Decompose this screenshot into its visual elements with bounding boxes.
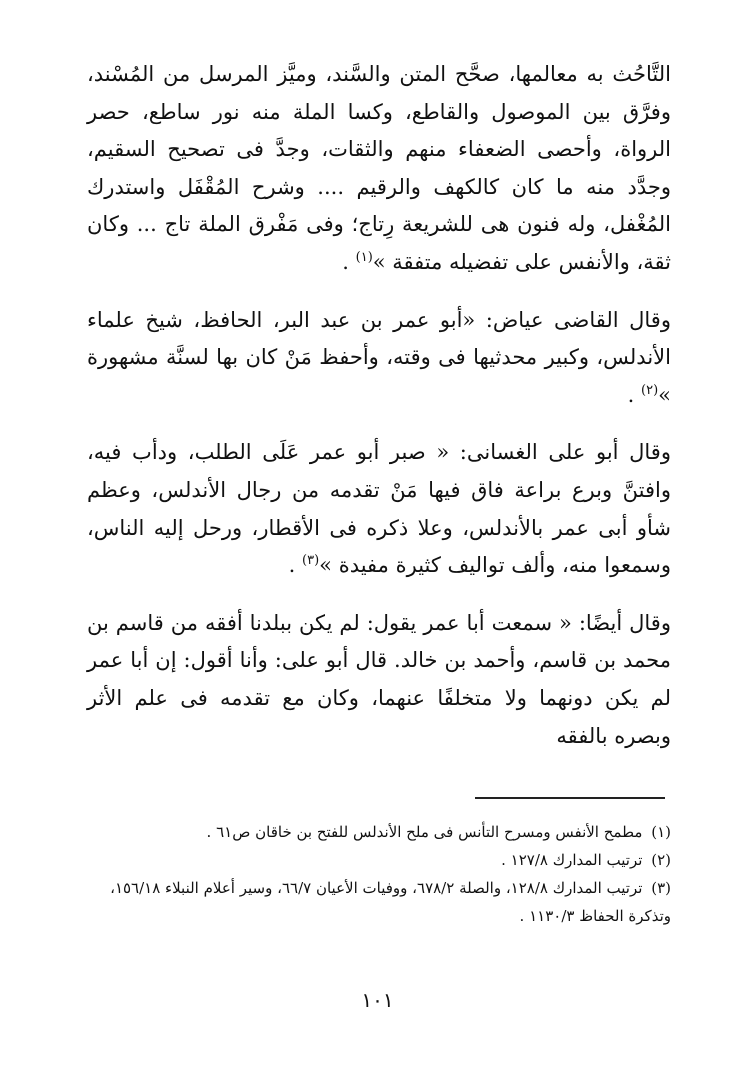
paragraph-3 [87, 434, 671, 584]
footnote-marker-2: (٢) [641, 382, 659, 398]
paragraph-1 [87, 56, 671, 282]
paragraph-text: وقال أيضًا: « سمعت أبا عمر يقول: لم يكن ببلدنا أفقه من قاسم بن محمد بن قاسم، وأحمد بن خالد. قال أبو على: وأنا أقول: إن أبا عمر لم يكن دونهما ولا متخلفًا عنهما، وكان مع تقدمه فى علم الأثر وبصره بالفقه [87, 610, 671, 748]
paragraph-text: التَّاحُث به معالمها، صحَّح المتن والسَّند، وميَّز المرسل من المُسْند، وفرَّق بين الموصول والقاطع، وكسا الملة منه نور ساطع، حصر الرواة، وأحصى الضعفاء منهم والثقات، وجدَّ فى تصحيح السقيم، وجدَّد منه ما كان كالكهف والرقيم .... وشرح المُقْفَل واستدرك المُغْفل، وله فنون هى للشريعة رِتاج؛ وفى مَفْرق الملة تاج ... وكان ثقة، والأنفس على تفضيله متفقة » [87, 62, 671, 274]
footnote-3 [87, 874, 671, 930]
paragraph-text: وقال أبو على الغسانى: « صبر أبو عمر عَلَى الطلب، ودأب فيه، وافتنَّ وبرع براعة فاق فيها مَنْ تقدمه من رجال الأندلس، وعظم شأو أبى عمر بالأندلس، وعلا ذكره فى الأقطار، ورحل إليه الناس، وسمعوا منه، وألف تواليف كثيرة مفيدة » [87, 440, 671, 578]
footnote-number: (٢) [651, 851, 671, 869]
footnote-divider [475, 797, 665, 799]
main-text [87, 56, 671, 755]
footnote-marker-1: (١) [355, 249, 373, 265]
paragraph-text: وقال القاضى عياض: «أبو عمر بن عبد البر، الحافظ، شيخ علماء الأندلس، وكبير محدثيها فى وقته، وأحفظ مَنْ كان بها لسنَّة مشهورة » [87, 307, 671, 407]
footnote-number: (٣) [651, 879, 671, 897]
page-number: ١٠١ [361, 988, 394, 1012]
paragraph-end: . [288, 553, 303, 578]
footnote-text: ترتيب المدارك ١٢٨/٨، والصلة ٦٧٨/٢، ووفيات الأعيان ٦٦/٧، وسير أعلام النبلاء ١٥٦/١٨، وتذكرة الحفاظ ١١٣٠/٣ . [110, 879, 671, 925]
paragraph-end: . [342, 249, 356, 274]
footnote-text: مطمح الأنفس ومسرح التأنس فى ملح الأندلس للفتح بن خاقان ص٦١ . [206, 823, 643, 841]
footnote-marker-3: (٣) [302, 553, 320, 569]
footnote-text: ترتيب المدارك ١٢٧/٨ . [501, 851, 643, 869]
paragraph-4 [87, 605, 671, 755]
footnotes [87, 818, 671, 930]
footnote-number: (١) [651, 823, 671, 841]
footnote-1 [87, 818, 671, 846]
footnote-2 [87, 846, 671, 874]
paragraph-2 [87, 302, 671, 415]
paragraph-end: . [627, 382, 641, 407]
